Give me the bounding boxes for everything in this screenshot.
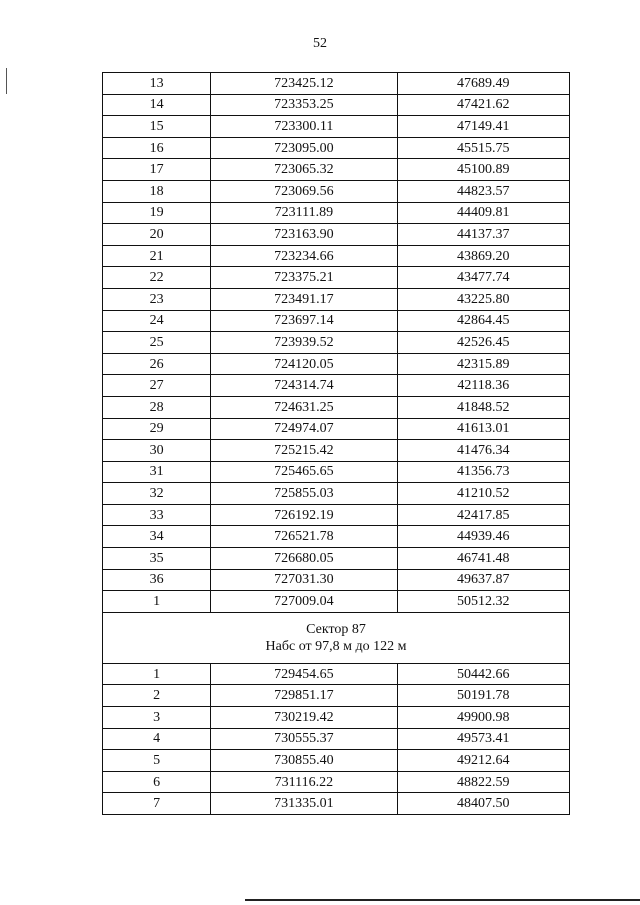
y-coordinate-cell: 47421.62 bbox=[397, 94, 569, 116]
y-coordinate-cell: 42417.85 bbox=[397, 504, 569, 526]
table-row bbox=[103, 116, 570, 138]
x-coordinate-cell: 723939.52 bbox=[211, 332, 397, 354]
x-coordinate-cell: 730219.42 bbox=[211, 707, 397, 729]
point-number-cell: 31 bbox=[103, 461, 211, 483]
point-number-cell: 33 bbox=[103, 504, 211, 526]
sector-title: Сектор 87 bbox=[306, 621, 366, 637]
point-number-cell: 19 bbox=[103, 202, 211, 224]
x-coordinate-cell: 725215.42 bbox=[211, 440, 397, 462]
point-number-cell: 36 bbox=[103, 569, 211, 591]
x-coordinate-cell: 731335.01 bbox=[211, 793, 397, 815]
table-row bbox=[103, 332, 570, 354]
point-number-cell: 24 bbox=[103, 310, 211, 332]
point-number-cell: 5 bbox=[103, 750, 211, 772]
x-coordinate-cell: 723491.17 bbox=[211, 288, 397, 310]
x-coordinate-cell: 729851.17 bbox=[211, 685, 397, 707]
point-number-cell: 25 bbox=[103, 332, 211, 354]
point-number-cell: 16 bbox=[103, 137, 211, 159]
y-coordinate-cell: 41476.34 bbox=[397, 440, 569, 462]
y-coordinate-cell: 44939.46 bbox=[397, 526, 569, 548]
sector-header-row bbox=[103, 612, 570, 663]
y-coordinate-cell: 50442.66 bbox=[397, 663, 569, 685]
table-row bbox=[103, 685, 570, 707]
x-coordinate-cell: 726521.78 bbox=[211, 526, 397, 548]
table-row bbox=[103, 137, 570, 159]
x-coordinate-cell: 729454.65 bbox=[211, 663, 397, 685]
x-coordinate-cell: 727031.30 bbox=[211, 569, 397, 591]
table-row bbox=[103, 202, 570, 224]
y-coordinate-cell: 49573.41 bbox=[397, 728, 569, 750]
y-coordinate-cell: 44823.57 bbox=[397, 180, 569, 202]
point-number-cell: 17 bbox=[103, 159, 211, 181]
sector-subtitle: Набс от 97,8 м до 122 м bbox=[265, 638, 407, 654]
x-coordinate-cell: 730555.37 bbox=[211, 728, 397, 750]
x-coordinate-cell: 723375.21 bbox=[211, 267, 397, 289]
point-number-cell: 1 bbox=[103, 591, 211, 613]
y-coordinate-cell: 49900.98 bbox=[397, 707, 569, 729]
x-coordinate-cell: 723069.56 bbox=[211, 180, 397, 202]
point-number-cell: 3 bbox=[103, 707, 211, 729]
y-coordinate-cell: 42118.36 bbox=[397, 375, 569, 397]
point-number-cell: 2 bbox=[103, 685, 211, 707]
table-row bbox=[103, 375, 570, 397]
table-row bbox=[103, 771, 570, 793]
table-row bbox=[103, 793, 570, 815]
point-number-cell: 15 bbox=[103, 116, 211, 138]
table-row bbox=[103, 180, 570, 202]
table-row bbox=[103, 94, 570, 116]
y-coordinate-cell: 49212.64 bbox=[397, 750, 569, 772]
table-row bbox=[103, 288, 570, 310]
y-coordinate-cell: 50512.32 bbox=[397, 591, 569, 613]
y-coordinate-cell: 48407.50 bbox=[397, 793, 569, 815]
bottom-rule bbox=[245, 899, 640, 901]
x-coordinate-cell: 724314.74 bbox=[211, 375, 397, 397]
y-coordinate-cell: 42526.45 bbox=[397, 332, 569, 354]
x-coordinate-cell: 726680.05 bbox=[211, 548, 397, 570]
sector-header-cell bbox=[103, 612, 570, 663]
point-number-cell: 20 bbox=[103, 224, 211, 246]
point-number-cell: 35 bbox=[103, 548, 211, 570]
point-number-cell: 21 bbox=[103, 245, 211, 267]
table-row bbox=[103, 591, 570, 613]
y-coordinate-cell: 47689.49 bbox=[397, 73, 569, 95]
y-coordinate-cell: 43869.20 bbox=[397, 245, 569, 267]
point-number-cell: 28 bbox=[103, 396, 211, 418]
table-row bbox=[103, 267, 570, 289]
table-row bbox=[103, 159, 570, 181]
table-row bbox=[103, 569, 570, 591]
x-coordinate-cell: 731116.22 bbox=[211, 771, 397, 793]
point-number-cell: 7 bbox=[103, 793, 211, 815]
y-coordinate-cell: 47149.41 bbox=[397, 116, 569, 138]
x-coordinate-cell: 724974.07 bbox=[211, 418, 397, 440]
y-coordinate-cell: 50191.78 bbox=[397, 685, 569, 707]
table-row bbox=[103, 663, 570, 685]
y-coordinate-cell: 41356.73 bbox=[397, 461, 569, 483]
coordinates-table bbox=[102, 72, 570, 815]
table-row bbox=[103, 245, 570, 267]
table-row bbox=[103, 750, 570, 772]
table-row bbox=[103, 440, 570, 462]
page-number: 52 bbox=[313, 36, 327, 51]
x-coordinate-cell: 723163.90 bbox=[211, 224, 397, 246]
y-coordinate-cell: 48822.59 bbox=[397, 771, 569, 793]
table-row bbox=[103, 504, 570, 526]
point-number-cell: 13 bbox=[103, 73, 211, 95]
point-number-cell: 26 bbox=[103, 353, 211, 375]
table-row bbox=[103, 526, 570, 548]
coordinates-table-body bbox=[103, 73, 570, 815]
y-coordinate-cell: 41210.52 bbox=[397, 483, 569, 505]
x-coordinate-cell: 725855.03 bbox=[211, 483, 397, 505]
x-coordinate-cell: 723425.12 bbox=[211, 73, 397, 95]
x-coordinate-cell: 725465.65 bbox=[211, 461, 397, 483]
x-coordinate-cell: 723065.32 bbox=[211, 159, 397, 181]
x-coordinate-cell: 724120.05 bbox=[211, 353, 397, 375]
table-row bbox=[103, 461, 570, 483]
x-coordinate-cell: 723697.14 bbox=[211, 310, 397, 332]
point-number-cell: 18 bbox=[103, 180, 211, 202]
point-number-cell: 1 bbox=[103, 663, 211, 685]
table-row bbox=[103, 418, 570, 440]
table-row bbox=[103, 548, 570, 570]
x-coordinate-cell: 723095.00 bbox=[211, 137, 397, 159]
y-coordinate-cell: 43225.80 bbox=[397, 288, 569, 310]
point-number-cell: 32 bbox=[103, 483, 211, 505]
x-coordinate-cell: 723111.89 bbox=[211, 202, 397, 224]
y-coordinate-cell: 44409.81 bbox=[397, 202, 569, 224]
margin-mark bbox=[6, 68, 7, 94]
x-coordinate-cell: 727009.04 bbox=[211, 591, 397, 613]
y-coordinate-cell: 42864.45 bbox=[397, 310, 569, 332]
x-coordinate-cell: 726192.19 bbox=[211, 504, 397, 526]
y-coordinate-cell: 49637.87 bbox=[397, 569, 569, 591]
y-coordinate-cell: 46741.48 bbox=[397, 548, 569, 570]
y-coordinate-cell: 42315.89 bbox=[397, 353, 569, 375]
x-coordinate-cell: 724631.25 bbox=[211, 396, 397, 418]
y-coordinate-cell: 45100.89 bbox=[397, 159, 569, 181]
x-coordinate-cell: 723353.25 bbox=[211, 94, 397, 116]
point-number-cell: 22 bbox=[103, 267, 211, 289]
point-number-cell: 4 bbox=[103, 728, 211, 750]
table-row bbox=[103, 728, 570, 750]
point-number-cell: 6 bbox=[103, 771, 211, 793]
table-row bbox=[103, 396, 570, 418]
y-coordinate-cell: 44137.37 bbox=[397, 224, 569, 246]
y-coordinate-cell: 41613.01 bbox=[397, 418, 569, 440]
y-coordinate-cell: 43477.74 bbox=[397, 267, 569, 289]
table-row bbox=[103, 707, 570, 729]
table-row bbox=[103, 353, 570, 375]
point-number-cell: 23 bbox=[103, 288, 211, 310]
point-number-cell: 27 bbox=[103, 375, 211, 397]
point-number-cell: 34 bbox=[103, 526, 211, 548]
y-coordinate-cell: 45515.75 bbox=[397, 137, 569, 159]
point-number-cell: 29 bbox=[103, 418, 211, 440]
table-row bbox=[103, 310, 570, 332]
point-number-cell: 30 bbox=[103, 440, 211, 462]
table-row bbox=[103, 483, 570, 505]
x-coordinate-cell: 730855.40 bbox=[211, 750, 397, 772]
table-row bbox=[103, 224, 570, 246]
table-row bbox=[103, 73, 570, 95]
x-coordinate-cell: 723300.11 bbox=[211, 116, 397, 138]
x-coordinate-cell: 723234.66 bbox=[211, 245, 397, 267]
point-number-cell: 14 bbox=[103, 94, 211, 116]
y-coordinate-cell: 41848.52 bbox=[397, 396, 569, 418]
